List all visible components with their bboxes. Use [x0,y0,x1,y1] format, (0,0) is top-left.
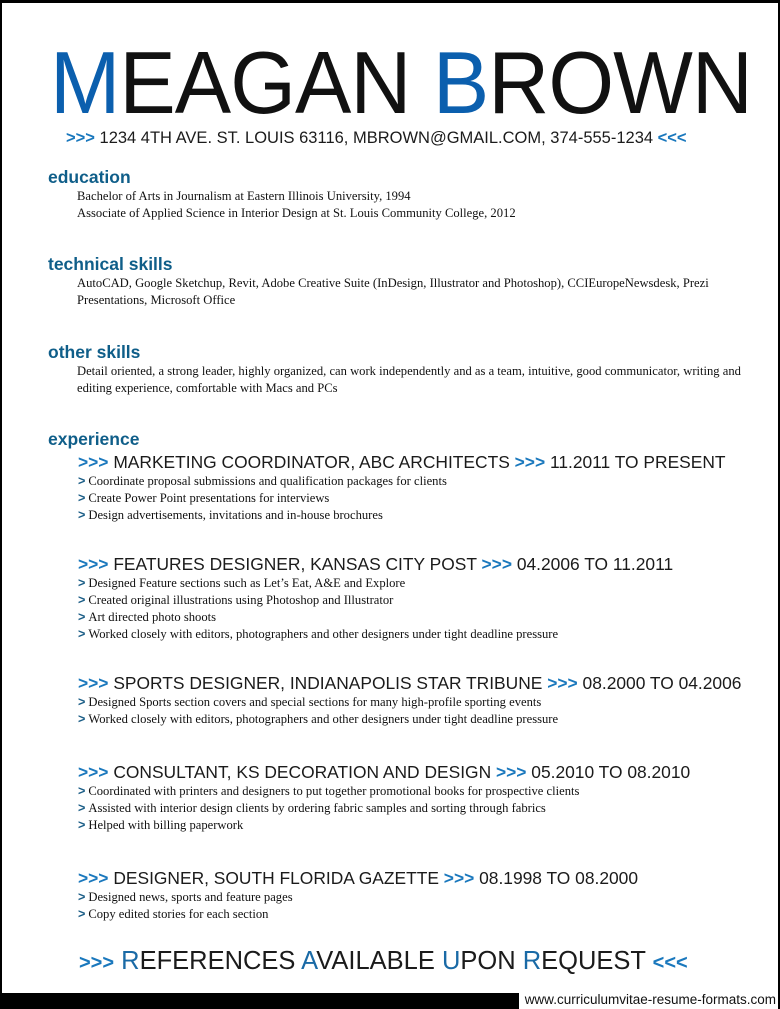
bullet-arrow-icon: > [78,907,86,921]
bullet-text: Created original illustrations using Photoshop and Illustrator [88,593,394,607]
name-first-initial: M [50,33,120,132]
job-bullet [78,473,768,490]
references-word-rest: VAILABLE [316,947,435,975]
job-position: FEATURES DESIGNER, KANSAS CITY POST [113,554,477,574]
job-arrow: >>> [547,673,578,693]
bullet-arrow-icon: > [78,712,86,726]
job-dates: 04.2006 TO 11.2011 [516,554,674,574]
job-bullet [78,711,768,728]
bullet-arrow-icon: > [78,784,86,798]
job-bullet [78,609,768,626]
bullet-text: Coordinate proposal submissions and qualification packages for clients [88,474,447,488]
bullet-arrow-icon: > [78,801,86,815]
job-bullet-list [78,694,768,728]
job-entry [78,762,768,834]
job-dates: 05.2010 TO 08.2010 [531,762,691,782]
education-list [77,188,757,222]
job-arrow: >>> [514,452,546,472]
references-arrow-left: >>> [79,952,115,974]
references-word-initial: R [522,947,542,975]
bullet-arrow-icon: > [78,576,86,590]
job-position: CONSULTANT, KS DECORATION AND DESIGN [113,762,492,782]
candidate-name [50,33,752,132]
job-bullet [78,626,768,643]
references-word-initial: R [121,947,140,975]
job-arrow: >>> [443,868,475,888]
bullet-text: Designed Sports section covers and special sections for many high-profile sporting events [88,695,542,709]
bullet-arrow-icon: > [78,508,86,522]
job-bullet [78,889,768,906]
bullet-text: Design advertisements, invitations and in-house brochures [88,508,383,522]
references-word-rest: EFERENCES [139,947,296,975]
job-entry [78,554,768,643]
job-title-line [78,554,768,574]
contact-line [66,129,687,148]
job-dates: 08.2000 TO 04.2006 [582,673,742,693]
job-arrow: >>> [78,762,109,782]
resume-page [2,3,778,993]
job-arrow: >>> [78,868,109,888]
bullet-text: Designed news, sports and feature pages [88,890,293,904]
watermark-url: www.curriculumvitae-resume-formats.com [519,991,778,1009]
job-entry [78,452,768,524]
bullet-arrow-icon: > [78,474,86,488]
references-word-rest: PON [460,947,516,975]
bullet-text: Worked closely with editors, photographers and other designers under tight deadline pressure [88,712,559,726]
other-skills-text: Detail oriented, a strong leader, highly organized, can work independently and as a team, intuitive, good communicator, writing and editing experience, comfortable with Macs and PCs [77,364,741,395]
bullet-arrow-icon: > [78,491,86,505]
contact-arrow-right: <<< [657,129,687,147]
job-title-line [78,673,768,693]
bullet-arrow-icon: > [78,695,86,709]
bullet-text: Worked closely with editors, photographers and other designers under tight deadline pressure [88,627,559,641]
job-bullet [78,800,768,817]
contact-info: 1234 4TH AVE. ST. LOUIS 63116, MBROWN@GMAIL.COM, 374-555-1234 [99,129,654,147]
job-position: DESIGNER, SOUTH FLORIDA GAZETTE [113,868,439,888]
job-dates: 08.1998 TO 08.2000 [479,868,639,888]
bullet-arrow-icon: > [78,593,86,607]
job-bullet [78,575,768,592]
job-bullet [78,507,768,524]
job-arrow: >>> [78,554,109,574]
name-last-initial: B [432,33,489,132]
job-bullet [78,490,768,507]
bullet-text: Designed Feature sections such as Let’s Eat, A&E and Explore [88,576,406,590]
job-arrow: >>> [78,673,109,693]
job-bullet [78,694,768,711]
references-word-initial: U [441,947,461,975]
contact-arrow-left: >>> [66,129,95,147]
job-bullet [78,592,768,609]
job-bullet-list [78,783,768,834]
job-position: SPORTS DESIGNER, INDIANAPOLIS STAR TRIBUNE [113,673,543,693]
section-title-experience: experience [48,429,140,449]
job-bullet-list [78,575,768,643]
section-title-education: education [48,167,131,187]
references-arrow-right: <<< [652,952,688,974]
job-entry [78,868,768,923]
education-item: Bachelor of Arts in Journalism at Eastern Illinois University, 1994 [77,189,411,203]
job-arrow: >>> [78,452,109,472]
job-title-line [78,762,768,782]
bullet-arrow-icon: > [78,627,86,641]
bullet-text: Copy edited stories for each section [88,907,269,921]
job-bullet-list [78,889,768,923]
bullet-text: Create Power Point presentations for interviews [88,491,330,505]
job-position: MARKETING COORDINATOR, ABC ARCHITECTS [113,452,510,472]
job-entry [78,673,768,728]
bullet-text: Art directed photo shoots [88,610,217,624]
references-word-initial: A [301,947,317,975]
section-title-technical-skills: technical skills [48,254,173,274]
bullet-text: Coordinated with printers and designers to put together promotional books for prospective clients [88,784,580,798]
bullet-text: Helped with billing paperwork [88,818,244,832]
job-arrow: >>> [495,762,527,782]
bullet-arrow-icon: > [78,818,86,832]
bullet-text: Assisted with interior design clients by ordering fabric samples and sorting through fabrics [88,801,546,815]
job-arrow: >>> [481,554,512,574]
job-dates: 11.2011 TO PRESENT [549,452,726,472]
references-line [79,947,688,976]
job-title-line [78,452,768,472]
name-first-rest: EAGAN [119,33,411,132]
job-bullet [78,906,768,923]
education-item: Associate of Applied Science in Interior Design at St. Louis Community College, 2012 [77,206,516,220]
section-title-other-skills: other skills [48,342,141,362]
job-bullet [78,817,768,834]
technical-skills-text: AutoCAD, Google Sketchup, Revit, Adobe Creative Suite (InDesign, Illustrator and Photoshop), CCIEuropeNewsdesk, Prezi Presentations, Microsoft Office [77,276,709,307]
name-last-rest: ROWN [488,33,752,132]
job-title-line [78,868,768,888]
bullet-arrow-icon: > [78,890,86,904]
job-bullet-list [78,473,768,524]
references-word-rest: EQUEST [541,947,646,975]
bullet-arrow-icon: > [78,610,86,624]
job-bullet [78,783,768,800]
